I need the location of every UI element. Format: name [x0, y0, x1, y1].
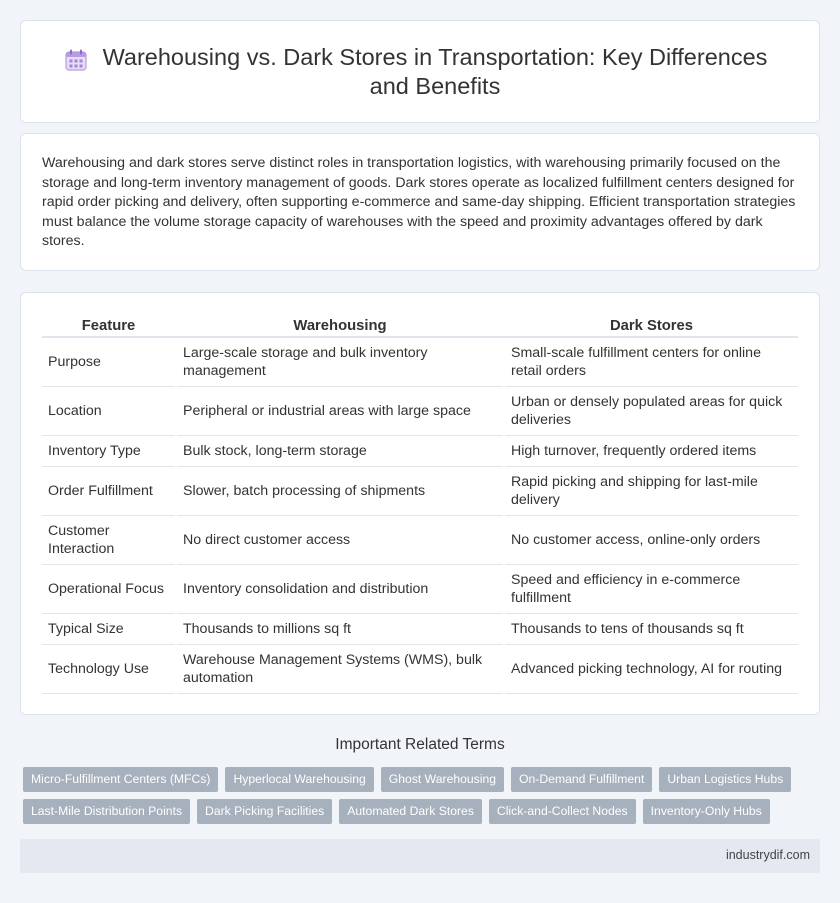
- table-row: [42, 435, 798, 466]
- dark-stores-cell: No customer access, online-only orders: [504, 515, 798, 564]
- table-row: [42, 515, 798, 564]
- related-term-tag[interactable]: On-Demand Fulfillment: [511, 767, 652, 792]
- table-row: [42, 644, 798, 693]
- feature-cell: Inventory Type: [42, 435, 176, 466]
- related-term-tag[interactable]: Inventory-Only Hubs: [643, 799, 770, 824]
- feature-cell: Operational Focus: [42, 564, 176, 613]
- page-title: Warehousing vs. Dark Stores in Transportation: Key Differences and Benefits: [102, 44, 768, 99]
- dark-stores-cell: Urban or densely populated areas for quick deliveries: [504, 386, 798, 435]
- related-term-tag[interactable]: Hyperlocal Warehousing: [225, 767, 373, 792]
- header-feature: Feature: [42, 315, 176, 337]
- table-row: [42, 386, 798, 435]
- feature-cell: Customer Interaction: [42, 515, 176, 564]
- warehousing-cell: Warehouse Management Systems (WMS), bulk automation: [176, 644, 504, 693]
- feature-cell: Technology Use: [42, 644, 176, 693]
- related-term-tag[interactable]: Ghost Warehousing: [381, 767, 504, 792]
- dark-stores-cell: Speed and efficiency in e-commerce fulfillment: [504, 564, 798, 613]
- footer-bar: [20, 839, 820, 873]
- table-row: [42, 337, 798, 386]
- table-header-row: [42, 315, 798, 337]
- feature-cell: Location: [42, 386, 176, 435]
- intro-paragraph: Warehousing and dark stores serve distinct roles in transportation logistics, with warehousing primarily focused on the storage and long-term inventory management of goods. Dark stores operate as localized fulfillment centers designed for rapid order picking and delivery, often supporting e-commerce and same-day shipping. Efficient transportation strategies must balance the volume storage capacity of warehouses with the speed and proximity advantages offered by dark stores.: [42, 155, 796, 249]
- dark-stores-cell: Advanced picking technology, AI for routing: [504, 644, 798, 693]
- table-row: [42, 466, 798, 515]
- table-row: [42, 564, 798, 613]
- intro-card: [20, 133, 820, 271]
- tag-row: [23, 799, 813, 824]
- related-term-tag[interactable]: Automated Dark Stores: [339, 799, 482, 824]
- related-terms-heading: Important Related Terms: [335, 736, 505, 753]
- feature-cell: Order Fulfillment: [42, 466, 176, 515]
- related-term-tag[interactable]: Dark Picking Facilities: [197, 799, 332, 824]
- footer-site-link[interactable]: industrydif.com: [725, 848, 810, 862]
- header-warehousing: Warehousing: [176, 315, 504, 337]
- warehousing-cell: Inventory consolidation and distribution: [176, 564, 504, 613]
- related-term-tag[interactable]: Last-Mile Distribution Points: [23, 799, 190, 824]
- related-term-tag[interactable]: Urban Logistics Hubs: [659, 767, 791, 792]
- warehousing-cell: Peripheral or industrial areas with large space: [176, 386, 504, 435]
- tag-row: [23, 767, 813, 792]
- warehousing-cell: Bulk stock, long-term storage: [176, 435, 504, 466]
- table-row: [42, 613, 798, 644]
- warehousing-cell: Large-scale storage and bulk inventory management: [176, 337, 504, 386]
- header-dark-stores: Dark Stores: [504, 315, 798, 337]
- dark-stores-cell: Small-scale fulfillment centers for online retail orders: [504, 337, 798, 386]
- related-term-tag[interactable]: Micro-Fulfillment Centers (MFCs): [23, 767, 218, 792]
- related-terms-list: [23, 767, 813, 831]
- dark-stores-cell: Rapid picking and shipping for last-mile delivery: [504, 466, 798, 515]
- warehousing-cell: No direct customer access: [176, 515, 504, 564]
- dark-stores-cell: Thousands to tens of thousands sq ft: [504, 613, 798, 644]
- related-term-tag[interactable]: Click-and-Collect Nodes: [489, 799, 636, 824]
- comparison-card: [20, 292, 820, 715]
- dark-stores-cell: High turnover, frequently ordered items: [504, 435, 798, 466]
- feature-cell: Purpose: [42, 337, 176, 386]
- comparison-table: [42, 315, 798, 694]
- feature-cell: Typical Size: [42, 613, 176, 644]
- warehousing-cell: Slower, batch processing of shipments: [176, 466, 504, 515]
- title-card: [20, 20, 820, 123]
- warehousing-cell: Thousands to millions sq ft: [176, 613, 504, 644]
